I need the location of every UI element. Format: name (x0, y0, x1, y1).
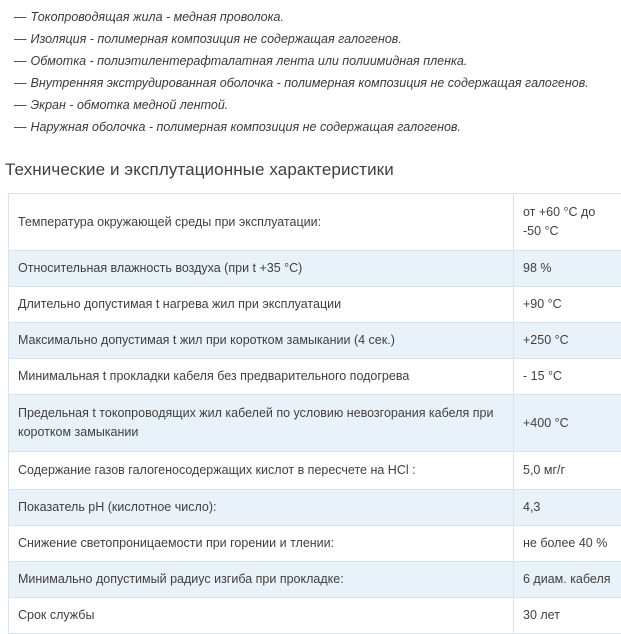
value-cell: 30 лет (514, 598, 621, 634)
parameter-cell: Содержание газов галогеносодержащих кислот в пересчете на HCl : (9, 452, 514, 490)
table-row (9, 323, 621, 359)
parameter-cell: Минимально допустимый радиус изгиба при прокладке: (9, 562, 514, 598)
characteristics-table-body (9, 194, 621, 634)
em-dash-icon: — (14, 54, 27, 68)
list-item-label: Токопроводящая жила - медная проволока. (31, 10, 284, 24)
table-row (9, 251, 621, 287)
em-dash-icon: — (14, 120, 27, 134)
value-cell: +400 °С (514, 395, 621, 452)
characteristics-table (8, 193, 621, 634)
value-line: от +60 °С до (523, 203, 621, 222)
value-cell: +250 °С (514, 323, 621, 359)
page-title: Технические и эксплутационные характеристики (0, 138, 621, 193)
em-dash-icon: — (14, 10, 27, 24)
list-item (14, 94, 613, 116)
em-dash-icon: — (14, 32, 27, 46)
table-row (9, 598, 621, 634)
table-row (9, 526, 621, 562)
value-line: -50 °С (523, 222, 621, 241)
list-item-label: Обмотка - полиэтилентерафталатная лента или полиимидная пленка. (31, 54, 468, 68)
cable-construction-list (0, 0, 621, 138)
parameter-cell: Предельная t токопроводящих жил кабелей по условию невозгорания кабеля при коротком замыкании (9, 395, 514, 452)
list-item (14, 6, 613, 28)
value-cell (514, 194, 621, 251)
parameter-cell: Относительная влажность воздуха (при t +35 °С) (9, 251, 514, 287)
parameter-cell: Температура окружающей среды при эксплуатации: (9, 194, 514, 251)
list-item (14, 116, 613, 138)
value-cell: 4,3 (514, 490, 621, 526)
em-dash-icon: — (14, 98, 27, 112)
table-row (9, 562, 621, 598)
list-item-label: Внутренняя экструдированная оболочка - полимерная композиция не содержащая галогенов. (31, 76, 589, 90)
table-row (9, 490, 621, 526)
value-cell: - 15 °С (514, 359, 621, 395)
table-row (9, 395, 621, 452)
value-cell: +90 °С (514, 287, 621, 323)
value-cell: не более 40 % (514, 526, 621, 562)
characteristics-table-container (0, 193, 621, 634)
table-row (9, 194, 621, 251)
parameter-cell: Длительно допустимая t нагрева жил при эксплуатации (9, 287, 514, 323)
em-dash-icon: — (14, 76, 27, 90)
list-item (14, 50, 613, 72)
parameter-cell: Срок службы (9, 598, 514, 634)
table-row (9, 359, 621, 395)
parameter-cell: Показатель рН (кислотное число): (9, 490, 514, 526)
parameter-cell: Максимально допустимая t жил при коротком замыкании (4 сек.) (9, 323, 514, 359)
value-cell: 6 диам. кабеля (514, 562, 621, 598)
list-item-label: Наружная оболочка - полимерная композиция не содержащая галогенов. (31, 120, 461, 134)
list-item-label: Экран - обмотка медной лентой. (31, 98, 229, 112)
table-row (9, 287, 621, 323)
value-cell: 5,0 мг/г (514, 452, 621, 490)
list-item (14, 72, 613, 94)
value-cell: 98 % (514, 251, 621, 287)
table-row (9, 452, 621, 490)
list-item-label: Изоляция - полимерная композиция не содержащая галогенов. (31, 32, 402, 46)
list-item (14, 28, 613, 50)
parameter-cell: Снижение светопроницаемости при горении и тлении: (9, 526, 514, 562)
parameter-cell: Минимальная t прокладки кабеля без предварительного подогрева (9, 359, 514, 395)
